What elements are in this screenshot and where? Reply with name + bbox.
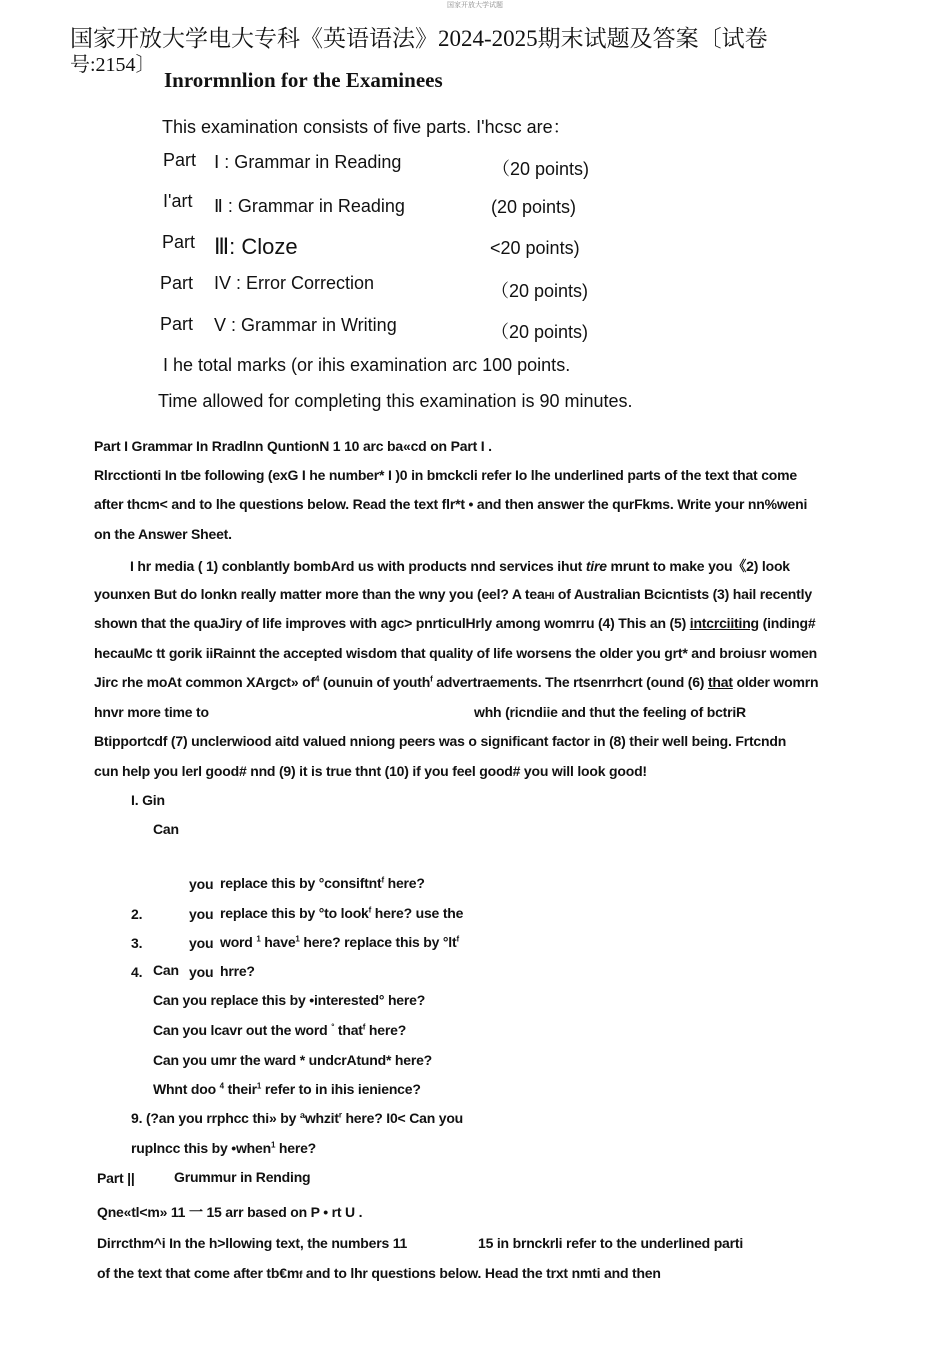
part2-directions-1a: Dirrcthm^i In the h>llowing text, the numbers 11 — [97, 1235, 408, 1251]
part2-directions-1b: 15 in brnckrli refer to the underlined parti — [478, 1235, 744, 1251]
part-3-label: Part — [162, 232, 196, 252]
question-6: Can you lcavr out the word ° that$^f$ here? — [153, 1022, 407, 1038]
question-3-text: word $^1$ have$^1$ here? replace this by $^\circ lt^f$ — [220, 934, 459, 950]
part-3-points: <20 points) — [490, 238, 580, 258]
passage-line-3: shown that the quaJiry of life improves with agc> pnrticulHrly among womrru (4) This an (5) intcrciiting (inding# — [94, 615, 816, 631]
question-2-number: 2. — [131, 906, 143, 922]
question-10-cont: ruplncc this by •when$^1$ here? — [131, 1140, 317, 1156]
document-title-line-1: 国家开放大学电大专科《英语语法》2024-2025期末试题及答案〔试卷 — [70, 26, 768, 51]
question-9-10: 9. (?an you rrphcc thi» by ªwhzit$^r$ here? I0< Can you — [131, 1110, 464, 1126]
part2-subhead: Qne«tl<m» 11 一 15 arr based on P • rt U . — [97, 1204, 363, 1220]
part2-label: Part || — [97, 1170, 135, 1186]
time-allowed: Time allowed for completing this examination is 90 minutes. — [158, 391, 633, 411]
part-2-name: Ⅱ : Grammar in Reading — [214, 196, 405, 216]
question-1-can: Can — [153, 821, 179, 837]
part-1-label: Part — [163, 150, 197, 170]
question-8: Whnt doo $^4$ their$^1$ refer to in ihis ienience? — [153, 1081, 421, 1097]
question-4-number: 4. — [131, 964, 143, 980]
part-4-name: IV : Error Correction — [214, 273, 375, 293]
part1-directions-line-2: after thcm< and to lhe questions below. Read the text flr*t • and then answer the qurFkms. Write your nn%weni — [94, 496, 808, 512]
question-1-text: replace this by °consiftnt$^f$ here? — [220, 875, 425, 891]
part1-directions-line-3: on the Answer Sheet. — [94, 526, 232, 542]
question-1-label: I. Gin — [131, 792, 165, 808]
part1-directions-line-1: Rlrcctionti In tbe following (exG I he number* I )0 in bmckcli refer Io lhe underlined parts of the text that come — [94, 467, 797, 483]
passage-line-6a: hnvr more time to — [94, 704, 209, 720]
document-title-line-2: 号:2154〕 — [70, 54, 156, 76]
part-1-points: （20 points) — [492, 159, 590, 179]
passage-line-8: cun help you lerl good# nnd (9) it is true thnt (10) if you feel good# you will look good! — [94, 763, 647, 779]
question-4-you: you — [189, 964, 214, 980]
part1-heading: Part I Grammar In Rradlnn QuntionN 1 10 arc ba«cd on Part I . — [94, 438, 492, 454]
passage-line-2: younxen But do lonkn really matter more than the wny you (eel? A teaHI of Australian Bcicntists (3) hail recently — [94, 586, 812, 602]
info-heading: Inrormnlion for the Examinees — [164, 68, 443, 92]
passage-line-7: Btipportcdf (7) unclerwiood aitd valued nniong peers was o significant factor in (8) their well being. Frtcndn — [94, 733, 787, 749]
question-2-you: you — [189, 906, 214, 922]
part-5-label: Part — [160, 314, 194, 334]
part-2-label: I'art — [163, 191, 193, 211]
running-header: 国家开放大学试题 — [447, 1, 503, 9]
question-3-number: 3. — [131, 935, 143, 951]
part-5-points: （20 points) — [491, 322, 589, 342]
question-5: Can you replace this by •interested° here? — [153, 992, 426, 1008]
question-4-text: hrre? — [220, 963, 255, 979]
question-2-text: replace this by °to look$^f$ here? use the — [220, 905, 464, 921]
question-1-you: you — [189, 876, 214, 892]
question-7: Can you umr the ward * undcrAtund* here? — [153, 1052, 433, 1068]
part2-directions-2: of the text that come after tb€mf and to lhr questions below. Head the trxt nmti and then — [97, 1265, 661, 1281]
question-3-you: you — [189, 935, 214, 951]
passage-line-1: I hr media ( 1) conblantly bombArd us with products nnd services ihut tire mrunt to make you《2) look — [130, 558, 790, 574]
total-marks: I he total marks (or ihis examination arc 100 points. — [163, 355, 571, 375]
part-4-label: Part — [160, 273, 194, 293]
part-1-name: Ⅰ : Grammar in Reading — [214, 152, 402, 172]
passage-line-4: hecauMc tt gorik iiRainnt the accepted wisdom that quality of life worsens the older you grt* and broiusr women — [94, 645, 818, 661]
part2-title: Grummur in Rending — [174, 1169, 311, 1185]
info-intro: This examination consists of five parts. I'hcsc are： — [162, 117, 571, 137]
passage-line-5: Jirc rhe moAt common XArgct» $of^4$ (ounuin of youth$^f$ advertraements. The rtsenrrhcrt (ound (6) that older womrn — [94, 674, 819, 690]
question-4-can: Can — [153, 962, 179, 978]
part-3-name: Ⅲ: Cloze — [214, 234, 298, 259]
part-4-points: （20 points) — [491, 281, 589, 301]
part-5-name: V : Grammar in Writing — [214, 315, 397, 335]
passage-line-6b: whh (ricndiie and thut the feeling of bctriR — [474, 704, 746, 720]
part-2-points: (20 points) — [491, 197, 577, 217]
